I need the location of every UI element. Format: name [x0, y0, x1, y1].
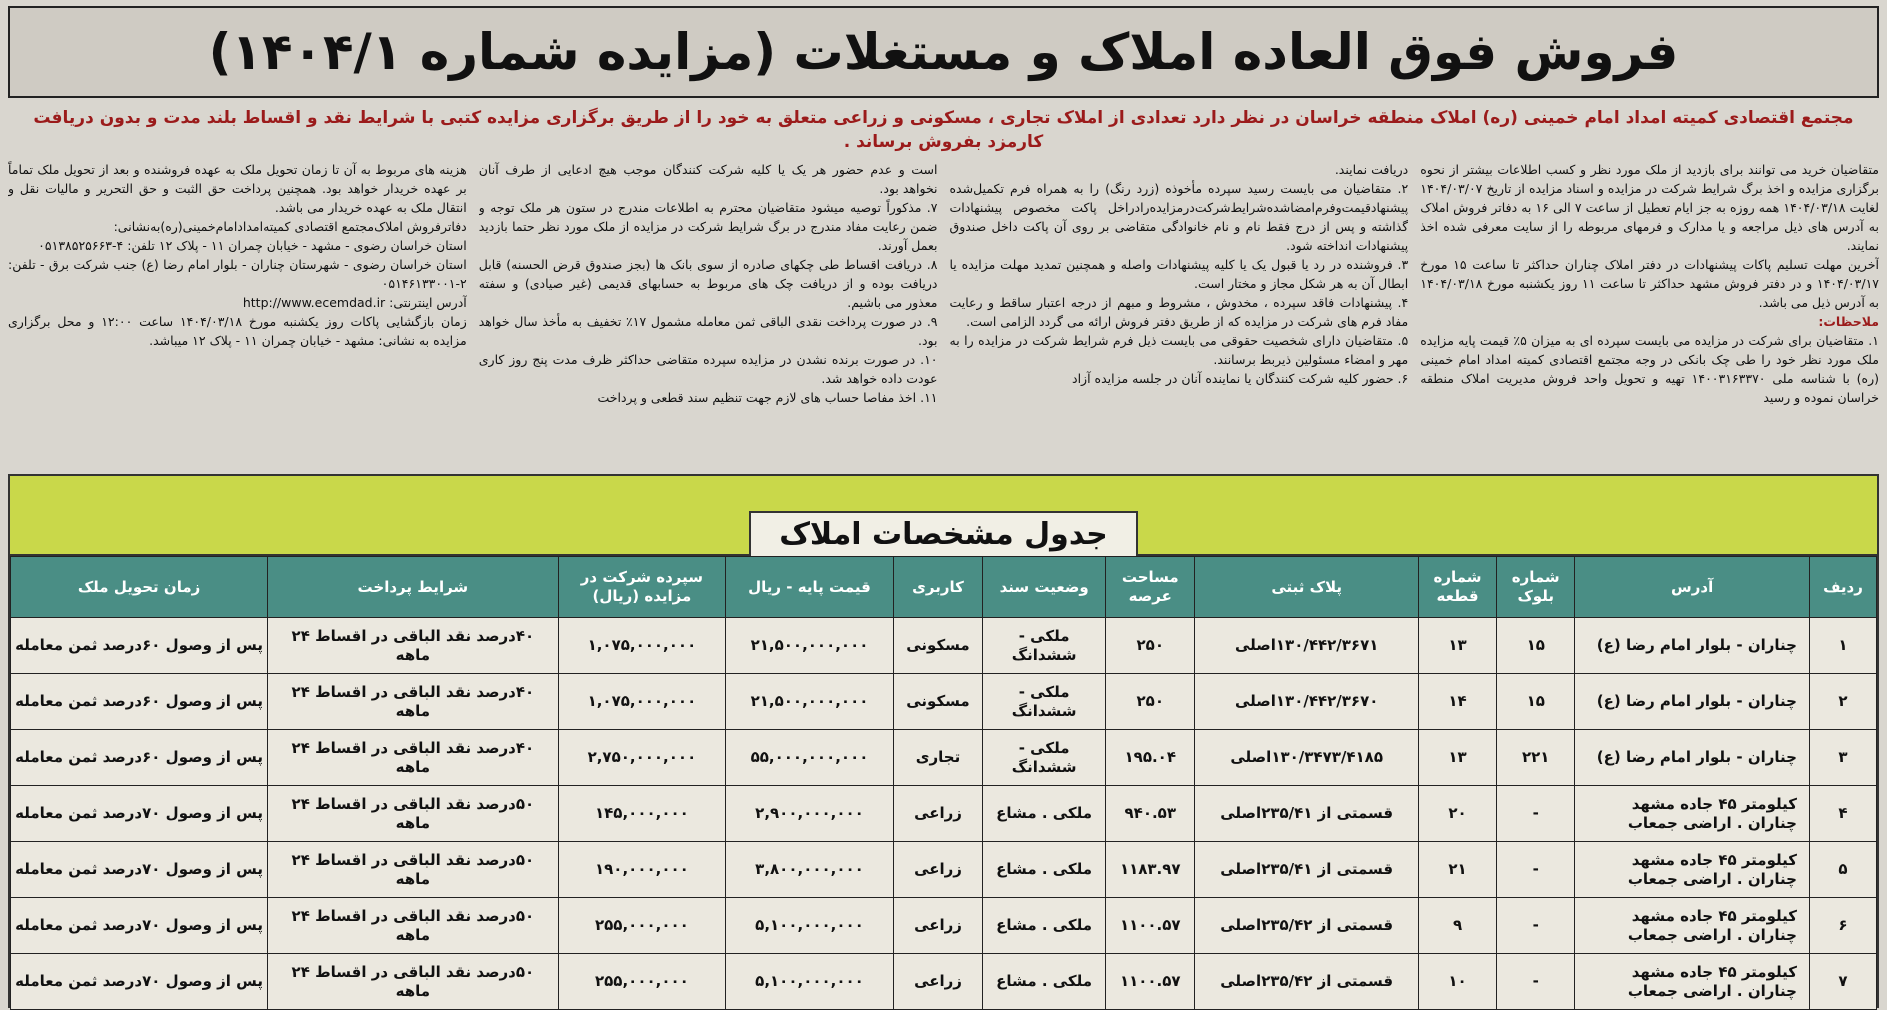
cell-parcel: ۱۳ [1418, 618, 1496, 674]
cell-payment-terms: ۴۰درصد نقد الباقی در اقساط ۲۴ ماهه [268, 618, 559, 674]
cell-usage: تجاری [893, 730, 982, 786]
cell-deed-status: ملکی . مشاع [983, 842, 1106, 898]
cell-row-number: ۶ [1809, 898, 1876, 954]
cell-deposit: ۱۹۰,۰۰۰,۰۰۰ [558, 842, 726, 898]
table-row [11, 618, 1877, 674]
cell-delivery-time: پس از وصول ۷۰درصد ثمن معامله [11, 842, 268, 898]
header-row-number: ردیف [1809, 557, 1876, 618]
terms-paragraph: استان خراسان رضوی - مشهد - خیابان چمران ۱۱ - پلاک ۱۲ تلفن: ۴-۰۵۱۳۸۵۲۵۶۶۳ [38, 238, 467, 253]
cell-row-number: ۵ [1809, 842, 1876, 898]
header-delivery-time: زمان تحویل ملک [11, 557, 268, 618]
cell-row-number: ۱ [1809, 618, 1876, 674]
cell-parcel: ۱۰ [1418, 954, 1496, 1010]
cell-registration-plate: قسمتی از ۲۳۵/۴۱اصلی [1195, 842, 1418, 898]
cell-delivery-time: پس از وصول ۶۰درصد ثمن معامله [11, 674, 268, 730]
cell-delivery-time: پس از وصول ۶۰درصد ثمن معامله [11, 730, 268, 786]
cell-payment-terms: ۴۰درصد نقد الباقی در اقساط ۲۴ ماهه [268, 730, 559, 786]
cell-area: ۲۵۰ [1106, 674, 1195, 730]
cell-deposit: ۲۵۵,۰۰۰,۰۰۰ [558, 898, 726, 954]
cell-deposit: ۲,۷۵۰,۰۰۰,۰۰۰ [558, 730, 726, 786]
cell-deed-status: ملکی . مشاع [983, 954, 1106, 1010]
table-row [11, 786, 1877, 842]
cell-usage: زراعی [893, 898, 982, 954]
cell-base-price: ۵,۱۰۰,۰۰۰,۰۰۰ [726, 898, 894, 954]
cell-registration-plate: ۱۳۰/۴۴۲/۳۶۷۱اصلی [1195, 618, 1418, 674]
table-banner [10, 476, 1877, 556]
terms-paragraph: ۹. در صورت پرداخت نقدی الباقی ثمن معامله مشمول ۱۷٪ تخفیف به مأخذ سال خواهد بود. [478, 314, 938, 348]
cell-delivery-time: پس از وصول ۷۰درصد ثمن معامله [11, 898, 268, 954]
cell-usage: زراعی [893, 954, 982, 1010]
table-row [11, 898, 1877, 954]
cell-area: ۱۹۵.۰۴ [1106, 730, 1195, 786]
table-row [11, 954, 1877, 1010]
cell-address: چناران - بلوار امام رضا (ع) [1575, 674, 1810, 730]
cell-row-number: ۲ [1809, 674, 1876, 730]
terms-paragraph: ۳. فروشنده در رد یا قبول یک یا کلیه پیشنهادات واصله و همچنین تمدید مهلت مزایده یا ابطال آن به هر شکل مجاز و مختار است. [949, 257, 1409, 291]
cell-area: ۱۱۰۰.۵۷ [1106, 954, 1195, 1010]
cell-block: ۱۵ [1497, 674, 1575, 730]
cell-payment-terms: ۵۰درصد نقد الباقی در اقساط ۲۴ ماهه [268, 842, 559, 898]
cell-registration-plate: قسمتی از ۲۳۵/۴۲اصلی [1195, 954, 1418, 1010]
cell-registration-plate: قسمتی از ۲۳۵/۴۲اصلی [1195, 898, 1418, 954]
header-block: شماره بلوک [1497, 557, 1575, 618]
cell-parcel: ۱۴ [1418, 674, 1496, 730]
terms-paragraph: ۷. مذکوراً توصیه میشود متقاضیان محترم به اطلاعات مندرج در ستون هر ملک توجه و ضمن رعایت مفاد مندرج در برگ شرایط شرکت در مزایده از ملک مورد نظر حتما بازدید بعمل آورند. [478, 200, 938, 253]
cell-registration-plate: ۱۳۰/۴۴۲/۳۶۷۰اصلی [1195, 674, 1418, 730]
terms-paragraph: ۱۰. در صورت برنده نشدن در مزایده سپرده متقاضی حداکثر ظرف مدت پنج روز کاری عودت داده خواهد شد. [478, 352, 938, 386]
cell-payment-terms: ۵۰درصد نقد الباقی در اقساط ۲۴ ماهه [268, 786, 559, 842]
terms-paragraph: ۱. متقاضیان برای شرکت در مزایده می بایست سپرده ای به میزان ۵٪ قیمت پایه مزایده ملک مورد نظر خود را طی چک بانکی در وجه مجتمع اقتصادی کمیته امداد امام خمینی (ره) با شناسه ملی ۱۴۰۰۳۱۶۳۳۷۰ تهیه و تحویل واحد فروش مدیریت املاک منطقه خراسان نموده و رسید [1420, 333, 1879, 405]
notes-label: ملاحظات: [1818, 314, 1879, 329]
cell-delivery-time: پس از وصول ۷۰درصد ثمن معامله [11, 786, 268, 842]
header-payment-terms: شرایط پرداخت [268, 557, 559, 618]
cell-deed-status: ملکی - ششدانگ [983, 674, 1106, 730]
cell-payment-terms: ۴۰درصد نقد الباقی در اقساط ۲۴ ماهه [268, 674, 559, 730]
cell-deposit: ۱,۰۷۵,۰۰۰,۰۰۰ [558, 674, 726, 730]
cell-base-price: ۲۱,۵۰۰,۰۰۰,۰۰۰ [726, 674, 894, 730]
notice-title: فروش فوق العاده املاک و مستغلات (مزایده شماره ۱۴۰۴/۱) [8, 6, 1879, 98]
cell-deposit: ۱,۰۷۵,۰۰۰,۰۰۰ [558, 618, 726, 674]
property-table-section [8, 474, 1879, 1008]
cell-delivery-time: پس از وصول ۶۰درصد ثمن معامله [11, 618, 268, 674]
terms-paragraph: ۵. متقاضیان دارای شخصیت حقوقی می بایست ذیل فرم شرایط شرکت در مزایده را به مهر و امضاء مسئولین ذیربط برسانند. [949, 333, 1409, 367]
cell-deed-status: ملکی . مشاع [983, 898, 1106, 954]
terms-paragraph: ۶. حضور کلیه شرکت کنندگان یا نماینده آنان در جلسه مزایده آزاد [1072, 371, 1409, 386]
cell-area: ۹۴۰.۵۳ [1106, 786, 1195, 842]
cell-base-price: ۵۵,۰۰۰,۰۰۰,۰۰۰ [726, 730, 894, 786]
cell-deed-status: ملکی . مشاع [983, 786, 1106, 842]
header-parcel: شماره قطعه [1418, 557, 1496, 618]
cell-parcel: ۱۳ [1418, 730, 1496, 786]
cell-base-price: ۲۱,۵۰۰,۰۰۰,۰۰۰ [726, 618, 894, 674]
header-usage: کاربری [893, 557, 982, 618]
header-deposit: سپرده شرکت در مزایده (ریال) [558, 557, 726, 618]
cell-address: چناران - بلوار امام رضا (ع) [1575, 730, 1810, 786]
table-title: جدول مشخصات املاک [749, 511, 1138, 556]
cell-address: چناران - بلوار امام رضا (ع) [1575, 618, 1810, 674]
header-base-price: قیمت پایه - ریال [726, 557, 894, 618]
cell-block: - [1497, 898, 1575, 954]
cell-usage: مسکونی [893, 618, 982, 674]
header-area: مساحت عرصه [1106, 557, 1195, 618]
terms-paragraph: دریافت نمایند. [1334, 162, 1409, 177]
cell-block: - [1497, 842, 1575, 898]
table-body [11, 618, 1877, 1010]
header-deed-status: وضعیت سند [983, 557, 1106, 618]
terms-column-4 [8, 160, 467, 450]
cell-row-number: ۳ [1809, 730, 1876, 786]
table-row [11, 730, 1877, 786]
table-header-row [11, 557, 1877, 618]
terms-paragraph: آخرین مهلت تسلیم پاکات پیشنهادات در دفتر املاک چناران حداکثر تا ساعت ۱۵ مورخ ۱۴۰۴/۰۳/۱۷ و در دفتر فروش مشهد حداکثر تا ساعت ۱۱ روز یکشنبه مورخ ۱۴۰۴/۰۳/۱۸ به آدرس ذیل می باشد. [1420, 257, 1879, 310]
cell-base-price: ۲,۹۰۰,۰۰۰,۰۰۰ [726, 786, 894, 842]
cell-address: کیلومتر ۴۵ جاده مشهد چناران . اراضی جمعاب [1575, 898, 1810, 954]
cell-deposit: ۲۵۵,۰۰۰,۰۰۰ [558, 954, 726, 1010]
cell-row-number: ۴ [1809, 786, 1876, 842]
cell-parcel: ۹ [1418, 898, 1496, 954]
terms-paragraph: ۱۱. اخذ مفاصا حساب های لازم جهت تنظیم سند قطعی و پرداخت [597, 390, 938, 405]
terms-paragraph: دفاترفروش املاک‌مجتمع اقتصادی کمیته‌امدادامام‌خمینی(ره)به‌نشانی: [113, 219, 467, 234]
cell-usage: زراعی [893, 842, 982, 898]
cell-area: ۱۱۰۰.۵۷ [1106, 898, 1195, 954]
terms-paragraph: زمان بازگشایی پاکات روز یکشنبه مورخ ۱۴۰۴/۰۳/۱۸ ساعت ۱۲:۰۰ و محل برگزاری مزایده به نشانی: مشهد - خیابان چمران ۱۱ - پلاک ۱۲ میباشد. [8, 314, 467, 348]
cell-area: ۱۱۸۳.۹۷ [1106, 842, 1195, 898]
cell-address: کیلومتر ۴۵ جاده مشهد چناران . اراضی جمعاب [1575, 954, 1810, 1010]
notice-subtitle: مجتمع اقتصادی کمیته امداد امام خمینی (ره) املاک منطقه خراسان در نظر دارد تعدادی از املاک تجاری ، مسکونی و زراعی متعلق به خود را از طریق برگزاری مزایده کتبی با شرایط نقد و اقساط بلند مدت و بدون دریافت کارمزد بفروش برساند . [33, 108, 1854, 152]
cell-area: ۲۵۰ [1106, 618, 1195, 674]
website-address: آدرس اینترنتی: http://www.ecemdad.ir [242, 295, 467, 310]
terms-column-2 [950, 160, 1409, 450]
cell-payment-terms: ۵۰درصد نقد الباقی در اقساط ۲۴ ماهه [268, 898, 559, 954]
cell-address: کیلومتر ۴۵ جاده مشهد چناران . اراضی جمعاب [1575, 786, 1810, 842]
property-table [10, 556, 1877, 1010]
cell-row-number: ۷ [1809, 954, 1876, 1010]
cell-usage: مسکونی [893, 674, 982, 730]
terms-paragraph: متقاضیان خرید می توانند برای بازدید از ملک مورد نظر و کسب اطلاعات بیشتر از نحوه برگزاری مزایده و اخذ برگ شرایط شرکت در مزایده و اسناد مزایده از تاریخ ۱۴۰۴/۰۳/۰۷ لغایت ۱۴۰۴/۰۳/۱۸ همه روزه به جز ایام تعطیل از ساعت ۷ الی ۱۶ به دفاتر فروش املاک به آدرس های ذیل مراجعه و یا مدارک و فرمهای مربوطه را از سایت معرفی شده اخذ نمایند. [1420, 162, 1879, 253]
cell-registration-plate: قسمتی از ۲۳۵/۴۱اصلی [1195, 786, 1418, 842]
cell-deed-status: ملکی - ششدانگ [983, 730, 1106, 786]
cell-delivery-time: پس از وصول ۷۰درصد ثمن معامله [11, 954, 268, 1010]
cell-block: ۲۲۱ [1497, 730, 1575, 786]
cell-registration-plate: ۱۳۰/۳۴۷۳/۴۱۸۵اصلی [1195, 730, 1418, 786]
cell-deposit: ۱۴۵,۰۰۰,۰۰۰ [558, 786, 726, 842]
cell-base-price: ۵,۱۰۰,۰۰۰,۰۰۰ [726, 954, 894, 1010]
terms-columns [8, 160, 1879, 450]
header-address: آدرس [1575, 557, 1810, 618]
cell-parcel: ۲۰ [1418, 786, 1496, 842]
table-row [11, 842, 1877, 898]
cell-block: - [1497, 786, 1575, 842]
cell-block: - [1497, 954, 1575, 1010]
header-registration-plate: پلاک ثبتی [1195, 557, 1418, 618]
terms-paragraph: استان خراسان رضوی - شهرستان چناران - بلوار امام رضا (ع) جنب شرکت برق - تلفن: ۲-۰۵۱۴۶۱۳۳۰۰۱ [8, 257, 467, 291]
cell-block: ۱۵ [1497, 618, 1575, 674]
cell-base-price: ۳,۸۰۰,۰۰۰,۰۰۰ [726, 842, 894, 898]
terms-column-3 [479, 160, 938, 450]
terms-column-1 [1420, 160, 1879, 450]
terms-paragraph: است و عدم حضور هر یک یا کلیه شرکت کنندگان موجب هیچ ادعایی از طرف آنان نخواهد بود. [478, 162, 938, 196]
terms-paragraph: ۸. دریافت اقساط طی چکهای صادره از سوی بانک ها (بجز صندوق قرض الحسنه) قابل دریافت بوده و از دریافت چک های مربوط به حسابهای قدیمی (غیر صیادی) و سفته معذور می باشیم. [478, 257, 938, 310]
cell-address: کیلومتر ۴۵ جاده مشهد چناران . اراضی جمعاب [1575, 842, 1810, 898]
cell-parcel: ۲۱ [1418, 842, 1496, 898]
table-row [11, 674, 1877, 730]
cell-deed-status: ملکی - ششدانگ [983, 618, 1106, 674]
cell-usage: زراعی [893, 786, 982, 842]
terms-paragraph: ۴. پیشنهادات فاقد سپرده ، مخدوش ، مشروط و مبهم از درجه اعتبار ساقط و رعایت مفاد فرم های شرکت در مزایده که از طریق دفتر فروش ارائه می گردد الزامی است. [949, 295, 1409, 329]
terms-paragraph: هزینه های مربوط به آن تا زمان تحویل ملک به عهده فروشنده و بعد از تحویل ملک تماماً بر عهده خریدار خواهد بود. همچنین پرداخت حق الثبت و حق التحریر و مالیات نقل و انتقال ملک به عهده خریدار می باشد. [8, 162, 467, 215]
terms-paragraph: ۲. متقاضیان می بایست رسید سپرده مأخوذه (زرد رنگ) را به همراه فرم تکمیل‌شده پیشنهادقیمت‌وفرم‌امضاشده‌شرایط‌شرکت‌درمزایده‌رادراخل پاکت مخصوص پیشنهادات گذاشته و پس از درج فقط نام و نام خانوادگی متقاضی بر روی آن پاکت داخل صندوق پیشنهادات انداخته شود. [949, 181, 1409, 253]
cell-payment-terms: ۵۰درصد نقد الباقی در اقساط ۲۴ ماهه [268, 954, 559, 1010]
